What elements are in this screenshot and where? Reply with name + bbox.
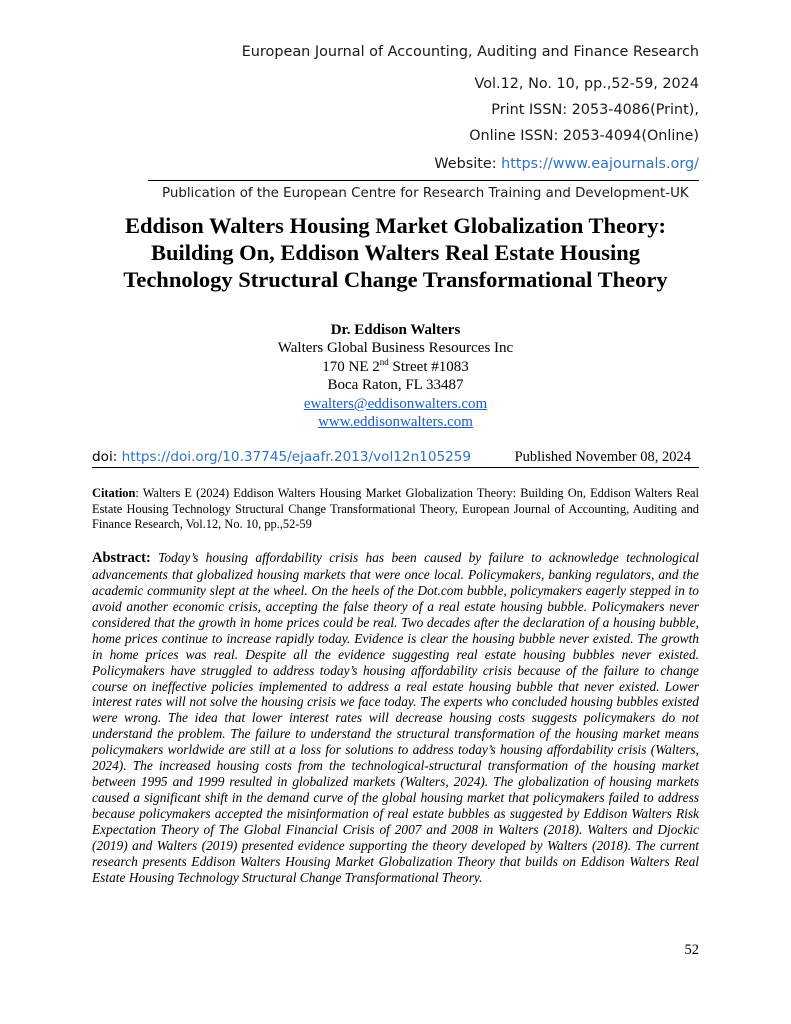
print-issn: Print ISSN: 2053-4086(Print), [491, 102, 699, 118]
address-street: Street #1083 [388, 358, 469, 375]
header-rule [148, 180, 699, 181]
abstract-text: Today’s housing affordability crisis has been caused by failure to acknowledge technological advancements that globalized housing markets that were once local. Policymakers, banking regulators, and the academic community slept at the wheel. On the heels of the Dot.com bubble, policymakers eagerly stepped in to avoid another economic crisis, accepting the false theory of a real estate housing bubble. Policymakers never considered that the growth in home prices could be real. Two decades after the declaration of a housing bubble, home prices continue to increase rapidly today. Evidence is clear the housing bubble never existed. The growth in home prices was real. Despite all the evidence suggesting real estate housing bubbles never existed. Policymakers have struggled to address today’s housing affordability crisis because of the failure to change course on ineffective policies implemented to address a real estate housing bubble that never existed. Lower interest rates will not solve the housing crisis we face today. The experts who concluded housing bubbles existed were wrong. The idea that lower interest rates will decrease housing costs suggests policymakers do not understand the problem. The failure to understand the structural transformation of the housing market means policymakers worldwide are still at a loss for solutions to address today’s housing affordability crisis (Walters, 2024). The increased housing costs from the technological-structural transformation of the housing market between 1995 and 1999 resulted in globalized markets (Walters, 2024). The globalization of housing markets caused a significant shift in the demand curve of the global housing market that policymakers failed to address because policymakers accepted the misinformation of real estate bubbles as suggested by Eddison Walters Risk Expectation Theory of The Global Financial Crisis of 2007 and 2008 in Walters (2018). Walters and Djockic (2019) and Walters (2019) presented evidence supporting the theory developed by Walters (2018). The current research presents Eddison Walters Housing Market Globalization Theory that builds on Eddison Walters Real Estate Housing Technology Structural Change Transformational Theory. [92, 550, 699, 885]
website-link[interactable]: https://www.eajournals.org/ [501, 156, 699, 172]
page-number: 52 [684, 942, 699, 958]
doi-row [92, 449, 699, 467]
paper-title [92, 212, 699, 293]
author-email-link[interactable]: ewalters@eddisonwalters.com [303, 395, 488, 412]
title-line: Building On, Eddison Walters Real Estate Housing [150, 240, 641, 265]
author-city: Boca Raton, FL 33487 [327, 377, 464, 394]
doi-link[interactable]: https://doi.org/10.37745/ejaafr.2013/vol12n105259 [121, 449, 472, 465]
journal-volume: Vol.12, No. 10, pp.,52-59, 2024 [474, 76, 699, 92]
author-address [92, 358, 699, 376]
published-date: Published November 08, 2024 [514, 449, 691, 465]
citation [92, 486, 699, 533]
journal-name: European Journal of Accounting, Auditing and Finance Research [241, 44, 699, 60]
title-line: Technology Structural Change Transformational Theory [123, 267, 668, 292]
doi-rule [92, 467, 699, 468]
online-issn: Online ISSN: 2053-4094(Online) [469, 128, 699, 144]
address-number: 170 NE 2 [322, 358, 380, 375]
website-line [434, 156, 699, 172]
citation-text: : Walters E (2024) Eddison Walters Housing Market Globalization Theory: Building On, Eddison Walters Real Estate Housing Technology Structural Change Transformational Theory, European Journal of Accounting, Auditing and Finance Research, Vol.12, No. 10, pp.,52-59 [92, 486, 699, 531]
title-line: Eddison Walters Housing Market Globalization Theory: [124, 213, 667, 238]
address-superscript: nd [379, 356, 389, 367]
abstract [92, 550, 699, 886]
doi [92, 449, 471, 465]
website-label: Website: [434, 156, 502, 172]
author-name: Dr. Eddison Walters [330, 322, 461, 338]
citation-label: Citation [92, 486, 136, 500]
publication-line: Publication of the European Centre for Research Training and Development-UK [162, 186, 689, 201]
author-website-link[interactable]: www.eddisonwalters.com [318, 414, 473, 431]
author-org: Walters Global Business Resources Inc [277, 340, 514, 357]
doi-label: doi: [92, 449, 122, 465]
author-block [92, 321, 699, 431]
abstract-label: Abstract: [92, 550, 151, 566]
